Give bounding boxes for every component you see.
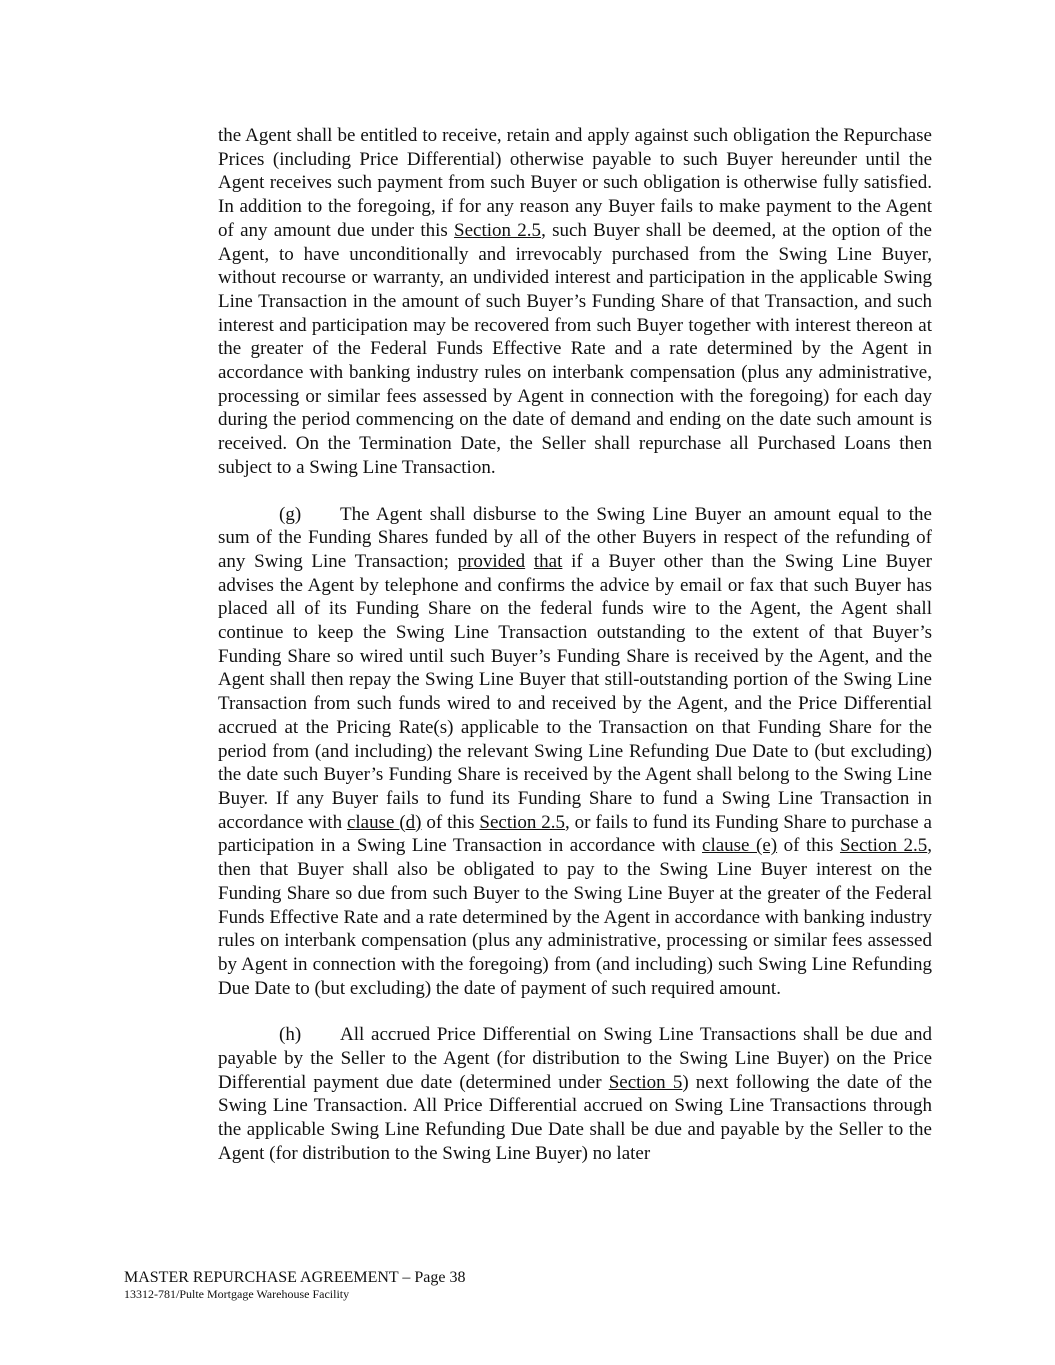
paragraph-h xyxy=(218,1023,932,1165)
document-body xyxy=(218,124,932,1189)
page-footer xyxy=(124,1268,466,1301)
paragraph-text: of this xyxy=(777,835,840,857)
paragraph-text: , or fails to fund its Funding Share to purchase a participation in a Swing Line Transaction in accordance with xyxy=(218,811,932,857)
paragraph-text: The Agent shall disburse to the Swing Line Buyer an amount equal to the sum of the Funding Shares funded by all of the other Buyers in respect of the refunding of any Swing Line Transaction; xyxy=(218,503,932,572)
clause-reference-d: clause (d) xyxy=(346,811,422,833)
paragraph-text: All accrued Price Differential on Swing Line Transactions shall be due and payable by the Seller to the Agent (for distribution to the Swing Line Buyer) on the Price Differential payment due date (determined under xyxy=(218,1024,932,1093)
clause-label-g: (g) xyxy=(279,503,302,525)
footer-document-id: 13312-781/Pulte Mortgage Warehouse Facility xyxy=(124,1287,350,1301)
paragraph-text: if a Buyer other than the Swing Line Buyer advises the Agent by telephone and confirms the advice by email or fax that such Buyer has placed all of its Funding Share on the federal funds wire to the Agent, the Agent shall continue to keep the Swing Line Transaction outstanding to the extent of that Buyer’s Funding Share so wired until such Buyer’s Funding Share is received by the Agent, and the Agent shall then repay the Swing Line Buyer that still-outstanding portion of the Swing Line Transaction from such funds wired to and received by the Agent, and the Price Differential accrued at the Pricing Rate(s) applicable to the Transaction on that Funding Share for the period from (and including) the relevant Swing Line Refunding Due Date to (but excluding) the date such Buyer’s Funding Share is received by the Agent shall belong to the Swing Line Buyer. If any Buyer fails to fund its Funding Share to fund a Swing Line Transaction in accordance with xyxy=(218,550,932,833)
paragraph-text: , such Buyer shall be deemed, at the option of the Agent, to have unconditionally and irrevocably purchased from the Swing Line Buyer, without recourse or warranty, an undivided interest and participation in the applicable Swing Line Transaction in the amount of such Buyer’s Funding Share of that Transaction, and such interest and participation may be recovered from such Buyer together with interest thereon at the greater of the Federal Funds Effective Rate and a rate determined by the Agent in accordance with banking industry rules on interbank compensation (plus any administrative, processing or similar fees assessed by Agent in connection with the foregoing) for each day during the period commencing on the date of demand and ending on the date such amount is received. On the Termination Date, the Seller shall repurchase all Purchased Loans then subject to a Swing Line Transaction. xyxy=(218,219,932,478)
paragraph-g xyxy=(218,503,932,1001)
section-reference: Section 2.5 xyxy=(479,811,566,833)
that-term: that xyxy=(533,550,563,572)
clause-reference-e: clause (e) xyxy=(702,835,778,857)
paragraph-text: of this xyxy=(421,811,480,833)
clause-label-h: (h) xyxy=(279,1024,302,1046)
provided-term: provided xyxy=(457,550,526,572)
footer-title: MASTER REPURCHASE AGREEMENT – Page 38 xyxy=(124,1269,466,1286)
paragraph-text: ) next following the date of the Swing Line Transaction. All Price Differential accrued on Swing Line Transactions through the applicable Swing Line Refunding Due Date shall be due and payable by the Seller to the Agent (for distribution to the Swing Line Buyer) no later xyxy=(218,1071,932,1164)
section-reference: Section 5 xyxy=(608,1071,683,1093)
section-reference: Section 2.5 xyxy=(839,835,928,857)
paragraph-text: , then that Buyer shall also be obligated to pay to the Swing Line Buyer interest on the Funding Share so due from such Buyer to the Swing Line Buyer at the greater of the Federal Funds Effective Rate and a rate determined by the Agent in accordance with banking industry rules on interbank compensation (plus any administrative, processing or similar fees assessed by Agent in connection with the foregoing) from (and including) such Swing Line Refunding Due Date to (but excluding) the date of payment of such required amount. xyxy=(218,835,932,999)
paragraph-f-continued xyxy=(218,124,932,480)
paragraph-text: the Agent shall be entitled to receive, retain and apply against such obligation the Repurchase Prices (including Price Differential) otherwise payable to such Buyer hereunder until the Agent receives such payment from such Buyer or such obligation is otherwise fully satisfied. In addition to the foregoing, if for any reason any Buyer fails to make payment to the Agent of any amount due under this xyxy=(218,125,932,241)
section-reference: Section 2.5 xyxy=(454,219,542,241)
